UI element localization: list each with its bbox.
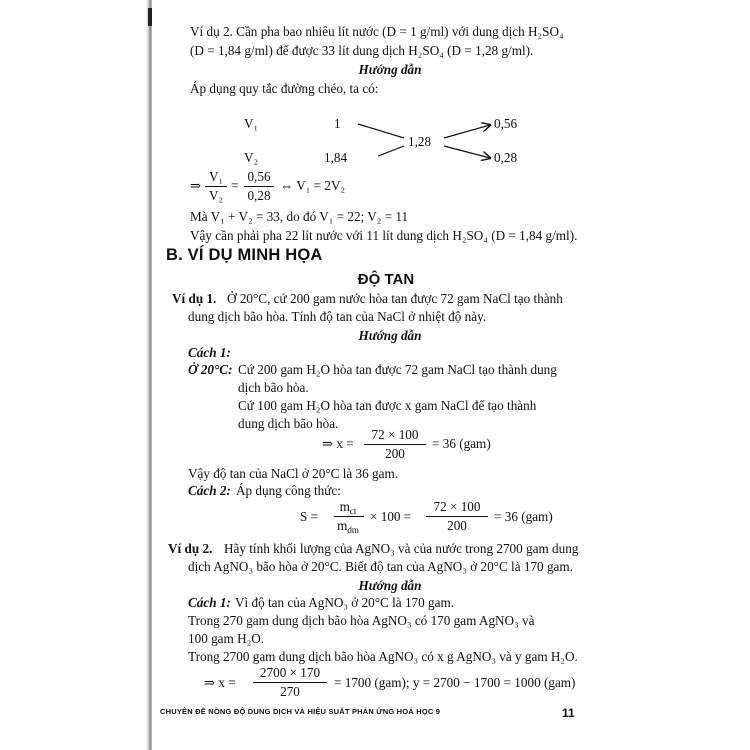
conclusion-line1: Mà V₁ + V₂ = 33, do đó V₁ = 22; V₂ = 11 [190, 209, 409, 224]
example2-calc-prefix: ⇒ x = [204, 675, 236, 690]
example1-calc-result: = 36 (gam) [432, 436, 491, 451]
formula-result: = 36 (gam) [494, 509, 553, 524]
page-binding [146, 0, 152, 750]
ratio-equals: = [231, 178, 239, 193]
example2-top-line1: Ví dụ 2. Cần pha bao nhiêu lít nước (D = 1 g/ml) với dung dịch H₂SO₄ [190, 24, 564, 39]
example2-m4: Trong 2700 gam dung dịch bão hòa AgNO₃ có x g AgNO₃ và y gam H₂O. [188, 649, 578, 664]
example2-m2: Trong 270 gam dung dịch bão hòa AgNO₃ có 170 gam AgNO₃ và [188, 613, 535, 628]
formula-numerator-value: 72 × 100 [433, 499, 481, 514]
example2-line1: Hãy tính khối lượng của AgNO₃ và của nước trong 2700 gam dung [224, 541, 579, 556]
arrow-line-a-mid [358, 124, 404, 138]
example1-method1: Cách 1: [188, 345, 231, 360]
example1-guide: Hướng dẫn [358, 328, 422, 343]
page-number: 11 [562, 706, 575, 720]
example1-step3: Cứ 100 gam H₂O hòa tan được x gam NaCl để tạo thành [238, 398, 537, 413]
example2-label: Ví dụ 2. [168, 541, 213, 556]
example1-step2: dịch bão hòa. [238, 380, 309, 395]
example1-step4: dung dịch bão hòa. [238, 416, 339, 431]
example1-result: Vậy độ tan của NaCl ở 20°C là 36 gam. [188, 466, 399, 481]
formula-bar [334, 516, 364, 517]
example1-step1: Cứ 200 gam H₂O hòa tan được 72 gam NaCl tạo thành dung [238, 362, 557, 377]
example1-calc-numerator: 72 × 100 [371, 427, 419, 442]
example1-method2: Cách 2: [188, 483, 231, 498]
formula-denominator-value: 200 [447, 518, 467, 533]
diagram-result-1: 0,56 [494, 116, 518, 131]
example1-method2-text: Áp dụng công thức: [236, 483, 341, 498]
example2-top-line2: (D = 1,84 g/ml) để được 33 lít dung dịch H₂SO₄ (D = 1,28 g/ml). [190, 43, 534, 58]
formula-mult: × 100 = [370, 509, 412, 524]
formula-s: S = [300, 509, 319, 524]
diagram-value-b: 1,84 [324, 150, 348, 165]
example2-calc-denominator: 270 [280, 684, 300, 699]
diagonal-arrows [340, 112, 500, 172]
arrow-mid-r2 [444, 146, 490, 158]
diagram-value-a: 1 [334, 116, 341, 131]
diagram-v1: V₁ [244, 116, 259, 131]
example2-calc-result: = 1700 (gam); y = 2700 − 1700 = 1000 (gam) [334, 675, 576, 690]
example1-line1: Ở 20°C, cứ 200 gam nước hòa tan được 72 gam NaCl tạo thành [227, 291, 563, 306]
left-margin [0, 0, 154, 750]
formula-bar-2 [426, 516, 488, 517]
example1-calc-denominator: 200 [385, 446, 405, 461]
example2-method1: Cách 1: [188, 595, 231, 610]
topic-title: ĐỘ TAN [357, 271, 415, 288]
guide-heading: Hướng dẫn [358, 62, 422, 77]
arrow-mid-r1 [444, 125, 490, 138]
example1-calc-prefix: ⇒ x = [322, 436, 354, 451]
example2-m3: 100 gam H₂O. [188, 631, 265, 646]
example1-label: Ví dụ 1. [172, 291, 217, 306]
example1-temp: Ở 20°C: [188, 362, 233, 377]
running-footer: CHUYÊN ĐỀ NỒNG ĐỘ DUNG DỊCH VÀ HIỆU SUẤT PHẢN ỨNG HOÁ HỌC 9 [160, 707, 441, 716]
example2-line2: dịch AgNO₃ bão hòa ở 20°C. Biết độ tan của AgNO₃ ở 20°C là 170 gam. [188, 559, 573, 574]
example2-guide: Hướng dẫn [358, 578, 422, 593]
ratio-denominator: V₂ [208, 188, 224, 203]
binding-mark [148, 8, 152, 26]
formula-numerator: $m_{ct}$ [339, 499, 357, 516]
diagram-mid: 1,28 [408, 134, 432, 149]
ratio-denominator-value: 0,28 [247, 188, 271, 203]
ratio-numerator-value: 0,56 [247, 169, 271, 184]
diagonal-rule-intro: Áp dụng quy tắc đường chéo, ta có: [190, 81, 379, 96]
example2-calc-numerator: 2700 × 170 [259, 665, 321, 680]
arrow-line-b-mid [378, 146, 404, 156]
ratio-bar [205, 186, 227, 187]
example1-line2: dung dịch bão hòa. Tính độ tan của NaCl ở nhiệt độ này. [188, 309, 487, 324]
formula-denominator: $m_{dm}$ [337, 518, 359, 535]
example2-m1: Vì độ tan của AgNO₃ ở 20°C là 170 gam. [235, 595, 455, 610]
example2-calc-bar [253, 682, 327, 683]
diagram-v2: V₂ [244, 150, 259, 165]
section-heading: B. VÍ DỤ MINH HỌA [166, 246, 323, 264]
ratio-numerator: V₁ [208, 169, 224, 184]
ratio-bar-2 [244, 186, 274, 187]
diagram-result-2: 0,28 [494, 150, 518, 165]
ratio-conclusion: ⇔ V₁ = 2V₂ [280, 178, 346, 193]
implies-symbol: ⇒ [190, 178, 202, 193]
example1-calc-bar [364, 444, 426, 445]
conclusion-line2: Vậy cần phải pha 22 lít nước với 11 lít dung dịch H₂SO₄ (D = 1,84 g/ml). [190, 228, 578, 243]
